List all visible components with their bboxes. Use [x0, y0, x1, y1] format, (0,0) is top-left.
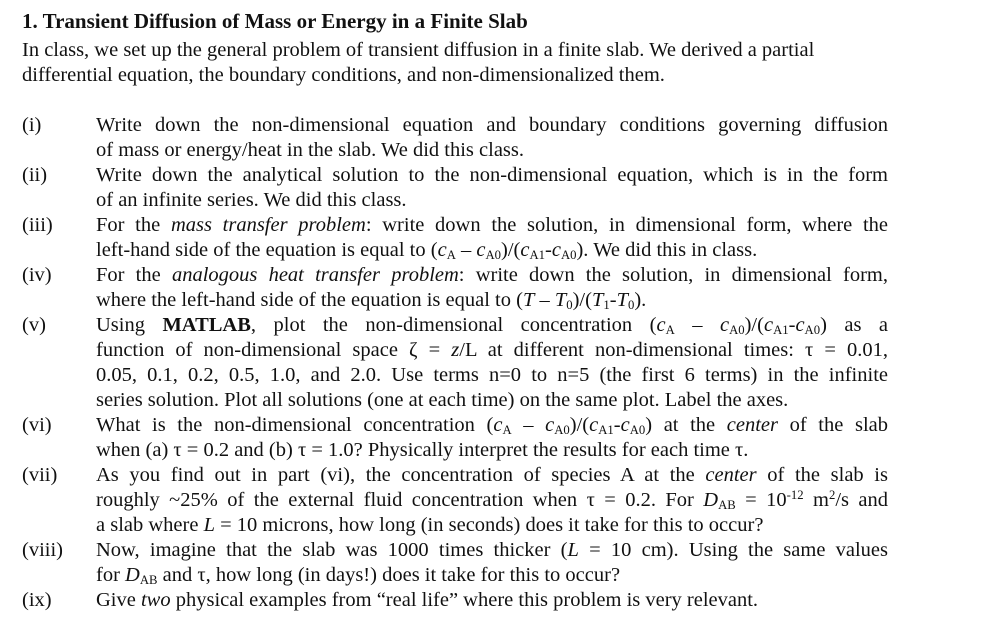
question-number: (ii) — [22, 164, 48, 186]
question-number: (i) — [22, 114, 42, 136]
question-line: series solution. Plot all solutions (one at each time) on the same plot. Label the axes. — [96, 389, 789, 411]
question-body — [96, 313, 888, 413]
question-body — [96, 538, 888, 588]
question-line: a slab where L = 10 microns, how long (in seconds) does it take for this to occur? — [96, 514, 764, 536]
question-body — [96, 413, 888, 463]
question-item — [22, 163, 902, 213]
intro-paragraph — [22, 38, 892, 88]
intro-line: In class, we set up the general problem of transient diffusion in a finite slab. We derived a partial — [22, 39, 815, 61]
question-line: What is the non-dimensional concentration $(c_A - c_{A0})/(c_{A1}-c_{A0})$ at the center of the slab — [96, 414, 888, 438]
question-line: 0.05, 0.1, 0.2, 0.5, 1.0, and 2.0. Use terms n=0 to n=5 (the first 6 terms) in the infinite — [96, 364, 888, 386]
question-line: function of non-dimensional space ζ = z/L at different non-dimensional times: τ = 0.01, — [96, 339, 888, 361]
question-line: of an infinite series. We did this class. — [96, 189, 407, 211]
question-number: (v) — [22, 314, 46, 336]
question-line: For the analogous heat transfer problem: write down the solution, in dimensional form, — [96, 264, 888, 286]
question-item — [22, 463, 902, 538]
question-line: of mass or energy/heat in the slab. We did this class. — [96, 139, 525, 161]
question-item — [22, 413, 902, 463]
question-line: Write down the analytical solution to the non-dimensional equation, which is in the form — [96, 164, 888, 186]
question-number: (viii) — [22, 539, 63, 561]
question-item — [22, 313, 902, 413]
question-line: Give two physical examples from “real life” where this problem is very relevant. — [96, 589, 759, 611]
question-line: For the mass transfer problem: write down the solution, in dimensional form, where the — [96, 214, 889, 236]
question-number: (ix) — [22, 589, 52, 611]
question-item — [22, 113, 902, 163]
question-line: Write down the non-dimensional equation and boundary conditions governing diffusion — [96, 114, 888, 136]
question-body — [96, 263, 888, 313]
question-body — [96, 113, 888, 163]
question-line: for $D_{AB}$ and τ, how long (in days!) does it take for this to occur? — [96, 564, 621, 588]
question-item — [22, 588, 902, 613]
question-number: (vii) — [22, 464, 58, 486]
question-body — [96, 588, 888, 613]
problem-title: 1. Transient Diffusion of Mass or Energy in a Finite Slab — [22, 9, 528, 33]
question-number: (iii) — [22, 214, 53, 236]
question-line: left-hand side of the equation is equal to $(c_A - c_{A0})/(c_{A1}-c_{A0})$. We did this in class. — [96, 239, 758, 263]
question-body — [96, 463, 888, 538]
question-list — [22, 113, 902, 613]
question-item — [22, 538, 902, 588]
question-line: roughly ~25% of the external fluid concentration when τ = 0.2. For $D_{AB} = 10^{-12}$ $m^2/s$ and — [96, 488, 888, 513]
question-number: (vi) — [22, 414, 52, 436]
question-item — [22, 213, 902, 263]
question-line: when (a) τ = 0.2 and (b) τ = 1.0? Physically interpret the results for each time τ. — [96, 439, 749, 461]
question-number: (iv) — [22, 264, 52, 286]
question-line: Using MATLAB, plot the non-dimensional concentration $(c_A - c_{A0})/(c_{A1}-c_{A0})$ as a — [96, 314, 889, 338]
question-line: where the left-hand side of the equation is equal to $(T - T_0)/(T_1-T_0)$. — [96, 289, 647, 313]
intro-line: differential equation, the boundary conditions, and non-dimensionalized them. — [22, 64, 665, 86]
question-body — [96, 213, 888, 263]
question-item — [22, 263, 902, 313]
question-line: As you find out in part (vi), the concentration of species A at the center of the slab is — [96, 464, 888, 486]
question-body — [96, 163, 888, 213]
question-line: Now, imagine that the slab was 1000 times thicker (L = 10 cm). Using the same values — [96, 539, 889, 561]
